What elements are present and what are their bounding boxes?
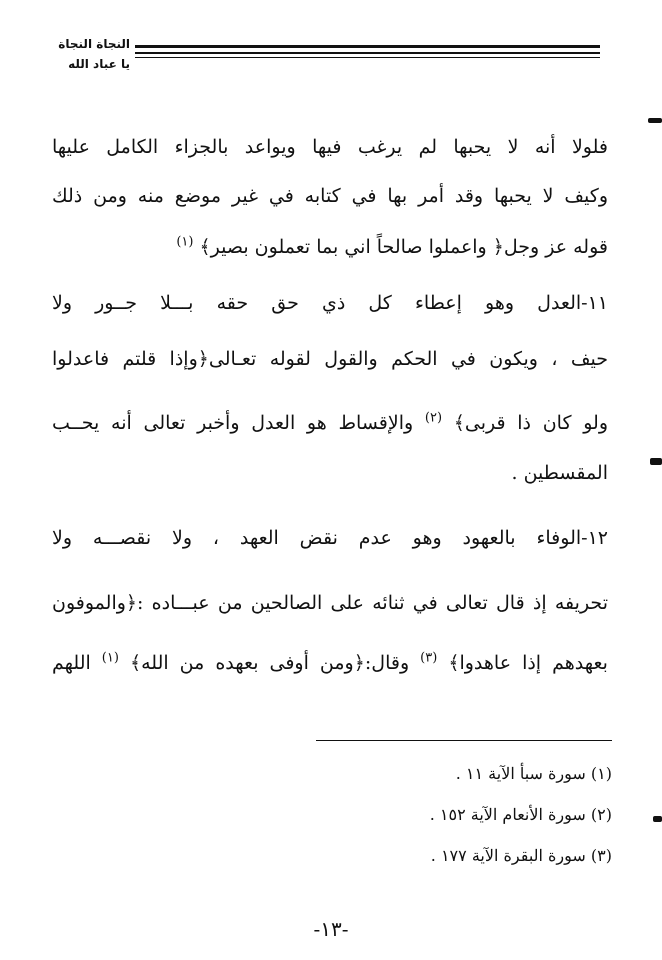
verse-text: بعهدهم إذا عاهدوا﴾ <box>448 652 608 674</box>
verse-text: وقال:﴿ومن أوفى بعهده من الله﴾ <box>129 652 410 674</box>
header-subtitle: يا عباد الله <box>68 57 130 71</box>
page-number: -١٣- <box>313 917 349 941</box>
footnote-rule <box>316 740 612 741</box>
body-line <box>52 650 608 676</box>
body-line: فلولا أنه لا يحبها لم يرغب فيها ويواعد بالجزاء الكامل عليها <box>52 136 608 158</box>
body-text: والإقساط هو العدل وأخبر تعالى أنه يحــب <box>52 412 414 434</box>
header-title: النجاة النجاة <box>58 37 130 51</box>
scan-mark <box>650 458 662 465</box>
body-line <box>52 234 608 260</box>
footnote: (٢) سورة الأنعام الآية ١٥٢ . <box>429 805 612 824</box>
footnote-ref: (١) <box>176 234 194 250</box>
body-line: تحريفه إذ قال تعالى في ثنائه على الصالحين من عبـــاده :﴿والموفون <box>52 592 608 614</box>
scan-mark <box>653 816 662 822</box>
body-line: المقسطين . <box>511 462 608 484</box>
header-rule <box>135 45 600 48</box>
body-line: وكيف لا يحبها وقد أمر بها في كتابه في غير موضع منه ومن ذلك <box>52 185 608 207</box>
verse-text: ولو كان ذا قربى﴾ <box>453 412 609 434</box>
header-rule <box>135 57 600 58</box>
body-text: اللهم <box>52 652 91 674</box>
body-line <box>52 410 608 436</box>
verse-text: قوله عز وجل﴿ واعملوا صالحاً اني بما تعملون بصير﴾ <box>199 236 608 258</box>
footnote: (٣) سورة البقرة الآية ١٧٧ . <box>430 846 612 865</box>
body-line: ١١-العدل وهو إعطاء كل ذي حق حقه بـــلا جــور ولا <box>52 292 608 314</box>
scan-mark <box>648 118 662 123</box>
footnote-ref: (٣) <box>420 650 438 666</box>
footnote: (١) سورة سبأ الآية ١١ . <box>455 764 612 783</box>
body-line: حيف ، ويكون في الحكم والقول لقوله تعـالى﴿وإذا قلتم فاعدلوا <box>52 348 608 370</box>
footnote-ref: (١) <box>101 650 119 666</box>
body-line: ١٢-الوفاء بالعهود وهو عدم نقض العهد ، ولا نقصـــه ولا <box>52 527 608 549</box>
header-rule <box>135 52 600 54</box>
footnote-ref: (٢) <box>424 410 443 426</box>
